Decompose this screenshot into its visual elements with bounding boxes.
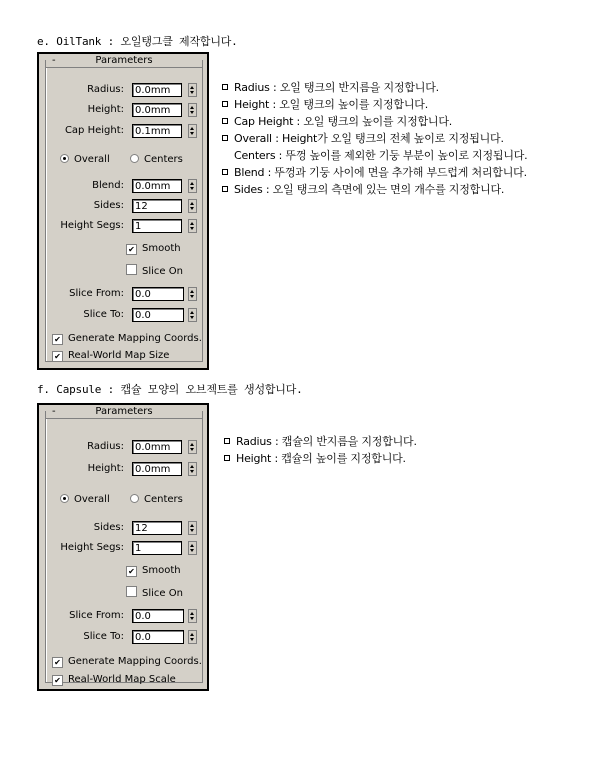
radius-label: Radius: [87,84,124,95]
radio-selected-icon[interactable] [60,154,69,163]
radio-icon[interactable] [130,154,139,163]
sides-label: Sides: [93,200,124,211]
slice-to-spinner[interactable] [188,630,197,644]
height-segs-row [46,541,206,557]
slice-to-field[interactable]: 0.0 [132,308,184,322]
check-icon[interactable]: ✔ [52,675,63,686]
section-e-descriptions [222,79,527,198]
height-spinner[interactable] [188,103,197,117]
slice-to-row [46,308,206,324]
smooth-checkbox[interactable] [126,243,181,257]
checkbox-empty-icon[interactable] [126,264,137,275]
height-segs-spinner[interactable] [188,541,197,555]
sides-field[interactable]: 12 [132,199,182,213]
height-segs-row [46,219,206,235]
description-item: Height : 오일 탱크의 높이를 지정합니다. [222,96,527,113]
check-icon[interactable]: ✔ [52,334,63,345]
height-segs-spinner[interactable] [188,219,197,233]
slice-from-field[interactable]: 0.0 [132,609,184,623]
height-field[interactable]: 0.0mm [132,103,182,117]
smooth-checkbox[interactable] [126,565,181,579]
height-segs-field[interactable]: 1 [132,541,182,555]
generate-mapping-checkbox[interactable] [52,656,202,670]
blend-spinner[interactable] [188,179,197,193]
slice-on-label: Slice On [142,266,183,277]
slice-from-field[interactable]: 0.0 [132,287,184,301]
sides-field[interactable]: 12 [132,521,182,535]
parameters-rollout [45,406,203,685]
rollout-header[interactable] [46,406,202,419]
height-spinner[interactable] [188,462,197,476]
cap-height-spinner[interactable] [188,124,197,138]
slice-to-field[interactable]: 0.0 [132,630,184,644]
description-item: Blend : 뚜껑과 기둥 사이에 면을 추가해 부드럽게 처리합니다. [222,164,527,181]
capsule-parameters-panel [37,403,209,691]
height-field[interactable]: 0.0mm [132,462,182,476]
radius-row [46,440,206,456]
slice-to-row [46,630,206,646]
slice-from-spinner[interactable] [188,609,197,623]
slice-from-row [46,287,206,303]
overall-radio[interactable] [60,494,110,508]
collapse-icon[interactable]: - [52,406,56,417]
radius-spinner[interactable] [188,440,197,454]
slice-from-row [46,609,206,625]
slice-to-label: Slice To: [83,309,124,320]
generate-mapping-label: Generate Mapping Coords. [68,656,202,667]
sides-spinner[interactable] [188,199,197,213]
radio-icon[interactable] [130,494,139,503]
overall-radio[interactable] [60,154,110,168]
height-segs-label: Height Segs: [60,542,124,553]
bullet-icon [222,135,228,141]
centers-label: Centers [144,154,183,165]
real-world-map-label: Real-World Map Size [68,350,170,361]
height-segs-label: Height Segs: [60,220,124,231]
rollout-title: Parameters [95,406,153,417]
description-item: Cap Height : 오일 탱크의 높이를 지정합니다. [222,113,527,130]
height-segs-field[interactable]: 1 [132,219,182,233]
radio-selected-icon[interactable] [60,494,69,503]
check-icon[interactable]: ✔ [126,566,137,577]
sides-row [46,199,206,215]
check-icon[interactable]: ✔ [52,351,63,362]
section-f-heading: f. Capsule : 캡슐 모양의 오브젝트를 생성합니다. [37,383,303,396]
bullet-icon [224,438,230,444]
slice-from-label: Slice From: [69,288,124,299]
rollout-title: Parameters [95,55,153,66]
smooth-label: Smooth [142,565,181,576]
height-row [46,103,206,119]
slice-from-label: Slice From: [69,610,124,621]
centers-radio[interactable] [130,154,183,168]
collapse-icon[interactable]: - [52,55,56,66]
description-item: Centers : 뚜껑 높이를 제외한 기둥 부분이 높이로 지정됩니다. [234,149,528,162]
height-label: Height: [87,463,124,474]
slice-to-label: Slice To: [83,631,124,642]
bullet-icon [222,84,228,90]
sides-row [46,521,206,537]
radius-field[interactable]: 0.0mm [132,440,182,454]
bullet-icon [224,455,230,461]
overall-label: Overall [74,494,110,505]
bullet-icon [222,169,228,175]
radius-spinner[interactable] [188,83,197,97]
cap-height-field[interactable]: 0.1mm [132,124,182,138]
checkbox-empty-icon[interactable] [126,586,137,597]
bullet-icon [222,118,228,124]
check-icon[interactable]: ✔ [52,657,63,668]
description-item: Radius : 캡슐의 반지름을 지정합니다. [224,433,417,450]
slice-from-spinner[interactable] [188,287,197,301]
blend-field[interactable]: 0.0mm [132,179,182,193]
section-f-descriptions [224,433,417,467]
oiltank-parameters-panel [37,52,209,370]
blend-row [46,179,206,195]
height-row [46,462,206,478]
generate-mapping-checkbox[interactable] [52,333,202,347]
radius-field[interactable]: 0.0mm [132,83,182,97]
slice-on-checkbox[interactable] [126,586,183,600]
blend-label: Blend: [92,180,124,191]
bullet-icon [222,186,228,192]
radius-row [46,83,206,99]
cap-height-label: Cap Height: [64,125,124,136]
description-item: Radius : 오일 탱크의 반지름을 지정합니다. [222,79,527,96]
centers-radio[interactable] [130,494,183,508]
section-e-heading: e. OilTank : 오일탱그클 제작합니다. [37,35,238,48]
parameters-rollout [45,55,203,362]
cap-height-row [46,124,206,140]
bullet-icon [222,101,228,107]
smooth-label: Smooth [142,243,181,254]
description-item: Sides : 오일 탱크의 측면에 있는 면의 개수를 지정합니다. [222,181,527,198]
slice-on-checkbox[interactable] [126,264,183,278]
generate-mapping-label: Generate Mapping Coords. [68,333,202,344]
radius-label: Radius: [87,441,124,452]
check-icon[interactable]: ✔ [126,244,137,255]
description-item: Overall : Height가 오일 탱크의 전체 높이로 지정됩니다. [222,130,527,147]
sides-label: Sides: [93,522,124,533]
overall-label: Overall [74,154,110,165]
slice-to-spinner[interactable] [188,308,197,322]
description-item: Height : 캡슐의 높이를 지정합니다. [224,450,417,467]
sides-spinner[interactable] [188,521,197,535]
height-label: Height: [87,104,124,115]
centers-label: Centers [144,494,183,505]
real-world-map-label: Real-World Map Scale [68,674,176,685]
real-world-map-checkbox[interactable] [52,350,169,364]
slice-on-label: Slice On [142,588,183,599]
rollout-header[interactable] [46,55,202,68]
real-world-map-checkbox[interactable] [52,674,176,688]
